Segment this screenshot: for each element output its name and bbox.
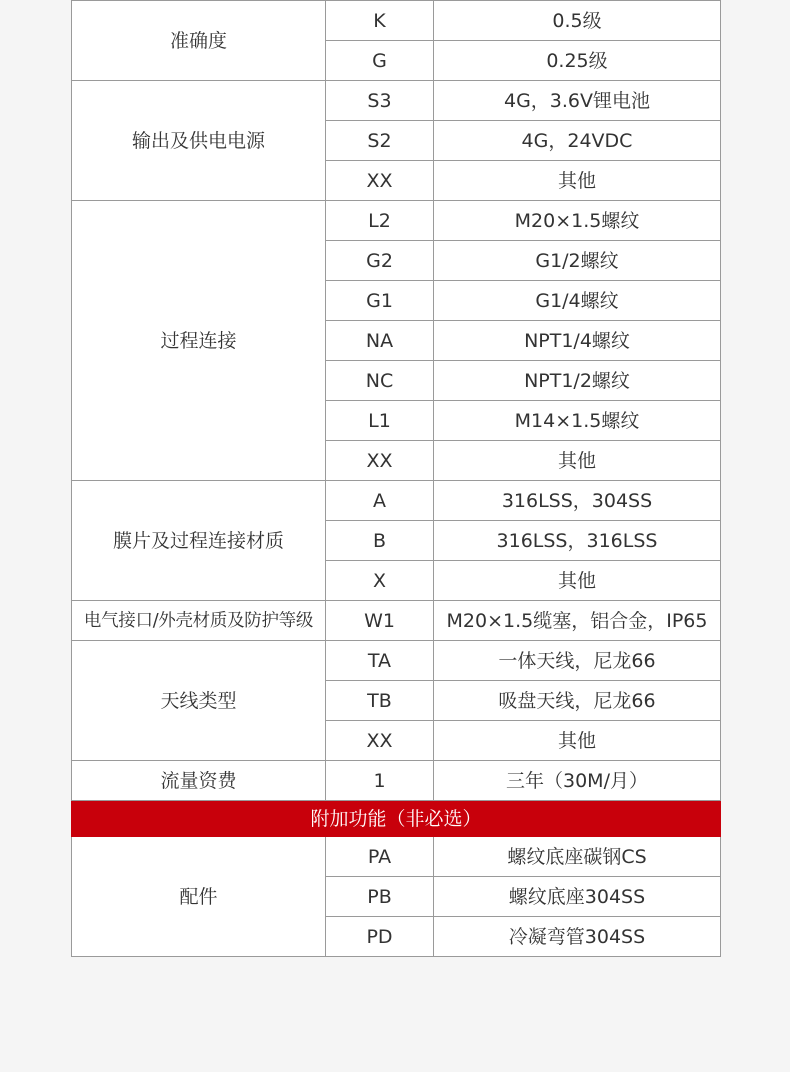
option-desc: 其他: [434, 561, 721, 601]
option-code: PD: [326, 917, 434, 957]
option-code: TA: [326, 641, 434, 681]
option-code: PB: [326, 877, 434, 917]
option-desc: 吸盘天线，尼龙66: [434, 681, 721, 721]
option-code: XX: [326, 441, 434, 481]
option-desc: M20×1.5缆塞，铝合金，IP65: [434, 601, 721, 641]
banner-row: [72, 801, 721, 837]
group-antenna-type: 天线类型: [72, 641, 326, 761]
option-code: 1: [326, 761, 434, 801]
option-code: L2: [326, 201, 434, 241]
group-data-plan: 流量资费: [72, 761, 326, 801]
table-row: [72, 81, 721, 121]
spec-table: [71, 0, 721, 957]
table-row: [72, 201, 721, 241]
section-banner-optional: 附加功能（非必选）: [72, 801, 721, 837]
option-code: L1: [326, 401, 434, 441]
option-code: W1: [326, 601, 434, 641]
option-code: K: [326, 1, 434, 41]
option-desc: 0.25级: [434, 41, 721, 81]
option-desc: 一体天线，尼龙66: [434, 641, 721, 681]
group-electrical-housing: 电气接口/外壳材质及防护等级: [72, 601, 326, 641]
group-accessory: 配件: [72, 837, 326, 957]
option-code: B: [326, 521, 434, 561]
option-desc: G1/4螺纹: [434, 281, 721, 321]
table-row: [72, 601, 721, 641]
table-row: [72, 1, 721, 41]
table-row: [72, 641, 721, 681]
option-code: XX: [326, 161, 434, 201]
option-desc: 4G，3.6V锂电池: [434, 81, 721, 121]
option-code: X: [326, 561, 434, 601]
option-desc: 其他: [434, 161, 721, 201]
option-code: G: [326, 41, 434, 81]
option-code: G2: [326, 241, 434, 281]
option-desc: G1/2螺纹: [434, 241, 721, 281]
option-desc: 冷凝弯管304SS: [434, 917, 721, 957]
option-code: XX: [326, 721, 434, 761]
option-desc: NPT1/4螺纹: [434, 321, 721, 361]
option-code: S3: [326, 81, 434, 121]
option-desc: M14×1.5螺纹: [434, 401, 721, 441]
group-diaphragm-material: 膜片及过程连接材质: [72, 481, 326, 601]
option-desc: 4G，24VDC: [434, 121, 721, 161]
option-code: TB: [326, 681, 434, 721]
option-desc: 螺纹底座碳钢CS: [434, 837, 721, 877]
option-code: G1: [326, 281, 434, 321]
table-row: [72, 761, 721, 801]
table-row: [72, 837, 721, 877]
option-desc: M20×1.5螺纹: [434, 201, 721, 241]
option-desc: 316LSS，316LSS: [434, 521, 721, 561]
option-desc: 其他: [434, 441, 721, 481]
option-code: S2: [326, 121, 434, 161]
group-accuracy: 准确度: [72, 1, 326, 81]
option-code: NA: [326, 321, 434, 361]
group-output-power: 输出及供电电源: [72, 81, 326, 201]
option-code: PA: [326, 837, 434, 877]
option-desc: 其他: [434, 721, 721, 761]
table-row: [72, 481, 721, 521]
option-desc: NPT1/2螺纹: [434, 361, 721, 401]
option-desc: 316LSS，304SS: [434, 481, 721, 521]
group-process-connection: 过程连接: [72, 201, 326, 481]
option-code: NC: [326, 361, 434, 401]
option-desc: 三年（30M/月）: [434, 761, 721, 801]
option-desc: 0.5级: [434, 1, 721, 41]
option-desc: 螺纹底座304SS: [434, 877, 721, 917]
option-code: A: [326, 481, 434, 521]
